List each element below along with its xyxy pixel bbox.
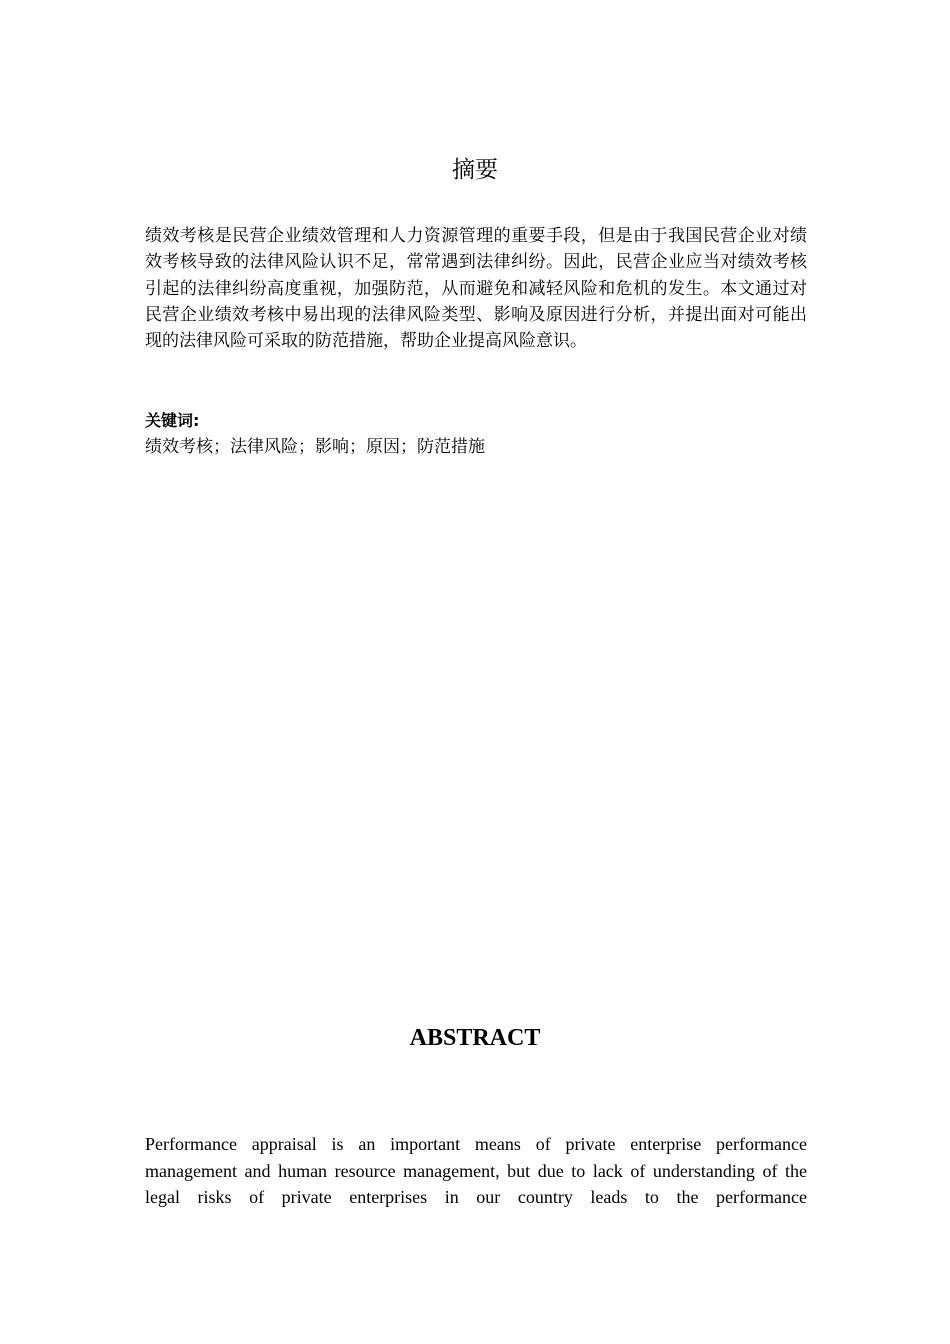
abstract-en-body: Performance appraisal is an important means of private enterprise performance management and human resource management, but due to lack of understanding of the legal risks of private enterprises in our country leads to the performance [145, 1134, 807, 1207]
keywords-label: 关键词: [145, 411, 200, 430]
abstract-cn-title: 摘要 [452, 157, 498, 183]
abstract-cn-body: 绩效考核是民营企业绩效管理和人力资源管理的重要手段，但是由于我国民营企业对绩效考核导致的法律风险认识不足，常常遇到法律纠纷。因此，民营企业应当对绩效考核引起的法律纠纷高度重视，加强防范，从而避免和减轻风险和危机的发生。本文通过对民营企业绩效考核中易出现的法律风险类型、影响及原因进行分析，并提出面对可能出现的法律风险可采取的防范措施，帮助企业提高风险意识。 [145, 226, 807, 352]
abstract-en-title: ABSTRACT [409, 1025, 541, 1051]
keywords-list: 绩效考核；法律风险；影响；原因；防范措施 [145, 437, 485, 457]
